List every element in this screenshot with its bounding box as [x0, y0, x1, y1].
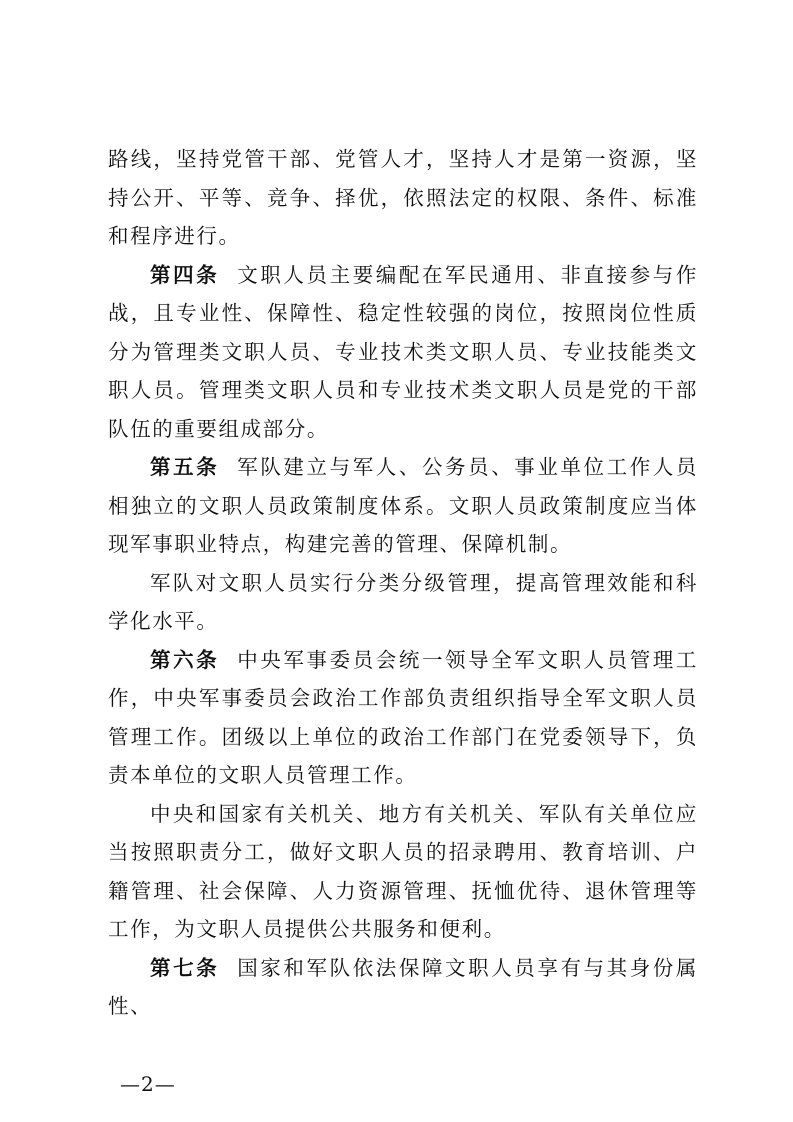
paragraph-article-6-clause-2	[108, 795, 698, 949]
paragraph-text: 路线，坚持党管干部、党管人才，坚持人才是第一资源，坚持公开、平等、竞争、择优，依照法定的权限、条件、标准和程序进行。	[108, 147, 698, 248]
paragraph-text: 军队建立与军人、公务员、事业单位工作人员相独立的文职人员政策制度体系。文职人员政策制度应当体现军事职业特点，构建完善的管理、保障机制。	[108, 455, 698, 556]
article-number: 第五条	[150, 455, 220, 479]
paragraph-continuation	[108, 140, 698, 256]
article-number: 第七条	[150, 955, 220, 980]
paragraph-article-5	[108, 448, 698, 564]
paragraph-text: 国家和军队依法保障文职人员享有与其身份属性、	[108, 955, 698, 1018]
paragraph-text: 文职人员主要编配在军民通用、非直接参与作战，且专业性、保障性、稳定性较强的岗位，按照岗位性质分为管理类文职人员、专业技术类文职人员、专业技能类文职人员。管理类文职人员和专业技术类文职人员是党的干部队伍的重要组成部分。	[108, 262, 698, 441]
paragraph-text: 军队对文职人员实行分类分级管理，提高管理效能和科学化水平。	[108, 570, 698, 633]
article-number: 第四条	[150, 262, 220, 287]
paragraph-article-4	[108, 256, 698, 449]
page-number: —2—	[120, 1072, 176, 1096]
paragraph-text: 中央军事委员会统一领导全军文职人员管理工作，中央军事委员会政治工作部负责组织指导全军文职人员管理工作。团级以上单位的政治工作部门在党委领导下，负责本单位的文职人员管理工作。	[108, 647, 698, 787]
paragraph-article-6	[108, 641, 698, 795]
article-number: 第六条	[150, 647, 220, 672]
paragraph-article-7	[108, 949, 698, 1026]
document-body	[108, 140, 698, 1026]
paragraph-article-5-clause-2	[108, 564, 698, 641]
paragraph-text: 中央和国家有关机关、地方有关机关、军队有关单位应当按照职责分工，做好文职人员的招录聘用、教育培训、户籍管理、社会保障、人力资源管理、抚恤优待、退休管理等工作，为文职人员提供公共服务和便利。	[108, 801, 698, 941]
